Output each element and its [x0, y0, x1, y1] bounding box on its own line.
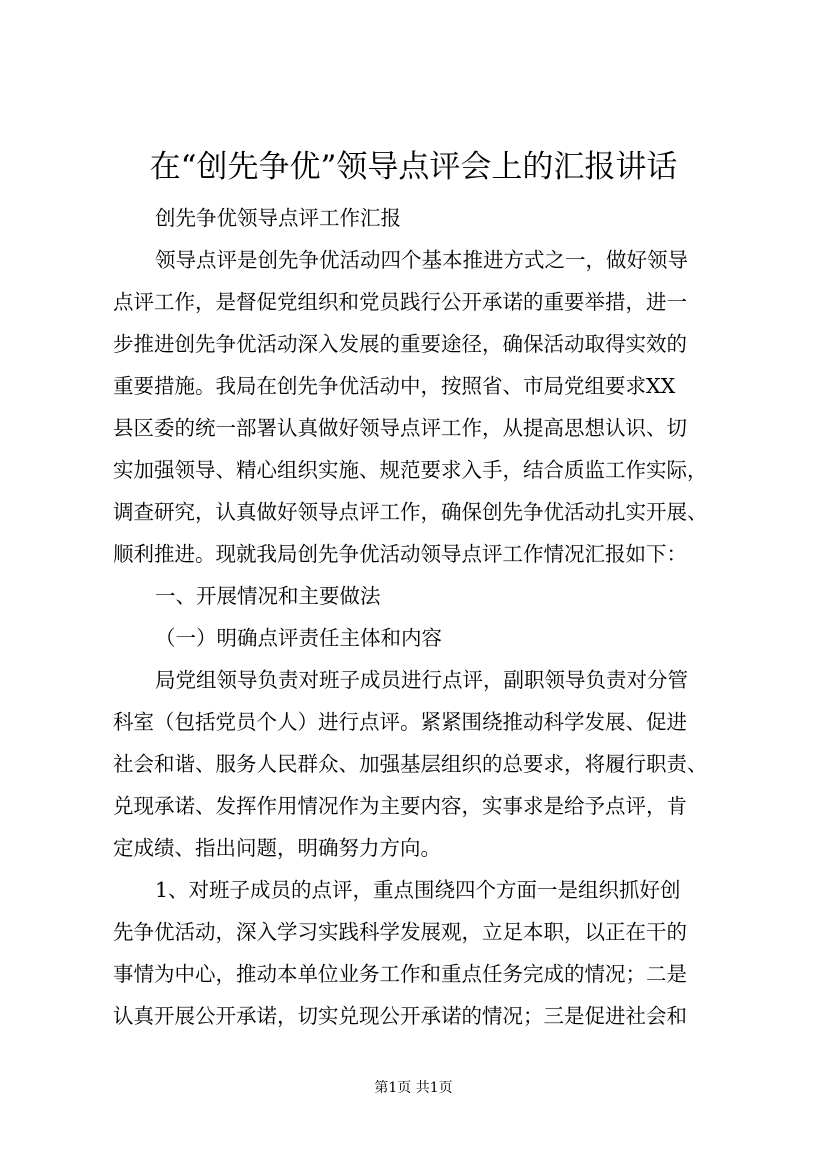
paragraph-line: 局党组领导负责对班子成员进行点评，副职领导负责对分管 — [155, 668, 688, 692]
paragraph-line: 重要措施。我局在创先争优活动中，按照省、市局党组要求XX — [113, 374, 676, 398]
paragraph-line: 认真开展公开承诺，切实兑现公开承诺的情况；三是促进社会和 — [113, 1004, 687, 1028]
paragraph-line: 顺利推进。现就我局创先争优活动领导点评工作情况汇报如下： — [113, 542, 687, 566]
page-footer: 第1页 共1页 — [374, 1080, 453, 1096]
paragraph-line: 先争优活动，深入学习实践科学发展观，立足本职，以正在干的 — [113, 920, 687, 944]
paragraph-line: 科室（包括党员个人）进行点评。紧紧围绕推动科学发展、促进 — [113, 710, 687, 734]
document-title: 在“创先争优”领导点评会上的汇报讲话 — [149, 149, 678, 185]
paragraph-line: 领导点评是创先争优活动四个基本推进方式之一，做好领导 — [155, 248, 688, 272]
document-body — [113, 197, 717, 1037]
paragraph-line: 1、对班子成员的点评，重点围绕四个方面一是组织抓好创 — [155, 878, 681, 902]
paragraph-line: 步推进创先争优活动深入发展的重要途径，确保活动取得实效的 — [113, 332, 687, 356]
subsection-heading: （一）明确点评责任主体和内容 — [155, 626, 442, 650]
paragraph-line: 社会和谐、服务人民群众、加强基层组织的总要求，将履行职责、 — [113, 752, 708, 776]
paragraph-line: 县区委的统一部署认真做好领导点评工作，从提高思想认识、切 — [113, 416, 687, 440]
paragraph-line: 实加强领导、精心组织实施、规范要求入手，结合质监工作实际， — [113, 458, 708, 482]
paragraph-line: 点评工作，是督促党组织和党员践行公开承诺的重要举措，进一 — [113, 290, 687, 314]
paragraph-line: 事情为中心，推动本单位业务工作和重点任务完成的情况；二是 — [113, 962, 687, 986]
paragraph-line: 兑现承诺、发挥作用情况作为主要内容，实事求是给予点评，肯 — [113, 794, 687, 818]
paragraph-line: 调查研究，认真做好领导点评工作，确保创先争优活动扎实开展、 — [113, 500, 708, 524]
paragraph-line: 定成绩、指出问题，明确努力方向。 — [113, 836, 441, 860]
subtitle-line: 创先争优领导点评工作汇报 — [155, 206, 401, 230]
section-heading: 一、开展情况和主要做法 — [155, 584, 381, 608]
